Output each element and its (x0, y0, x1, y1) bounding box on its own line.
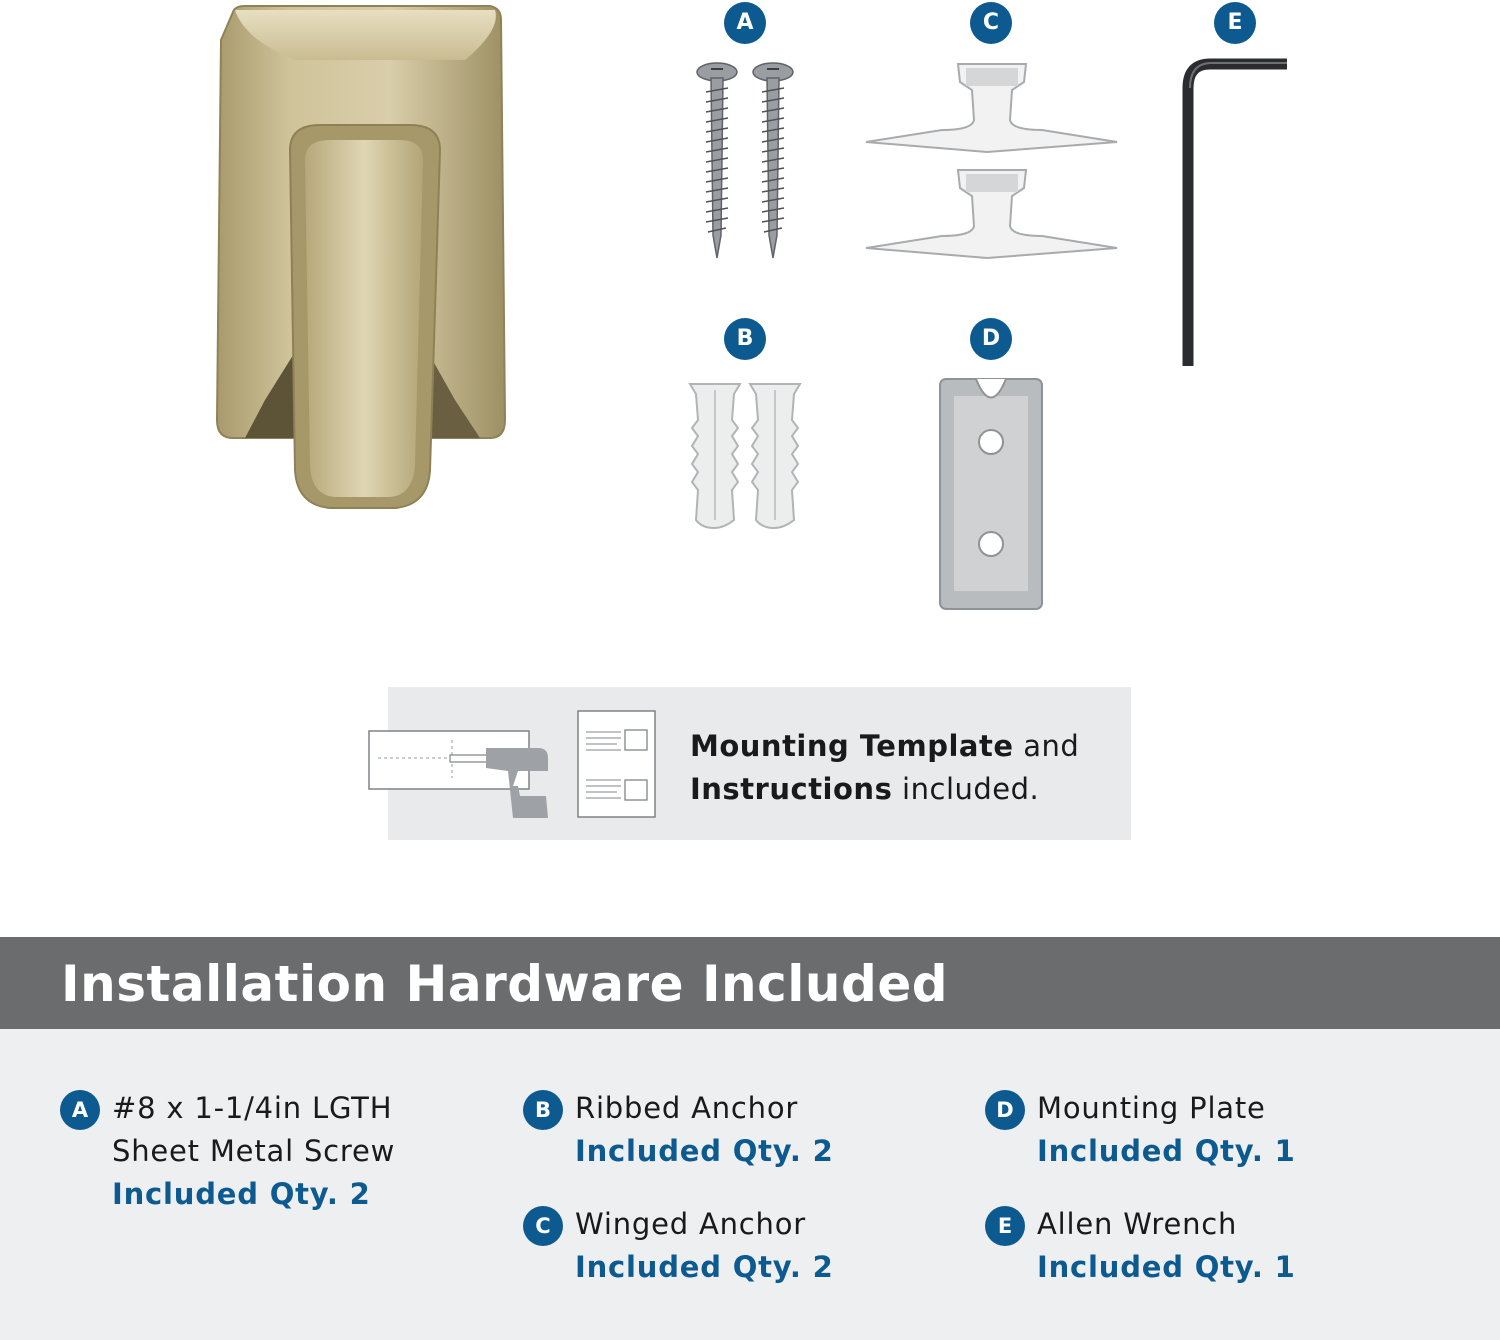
hook-product-image (205, 0, 515, 515)
item-c-badge: C (523, 1206, 563, 1246)
part-a-badge: A (724, 2, 766, 44)
item-b-line1: Ribbed Anchor (575, 1091, 799, 1125)
template-note-text (690, 725, 1079, 811)
item-c-line1: Winged Anchor (575, 1207, 806, 1241)
template-note-normal-2: included. (892, 772, 1040, 806)
part-d-badge: D (970, 318, 1012, 360)
list-item-screw (112, 1087, 395, 1216)
winged-anchors-image (862, 60, 1122, 265)
allen-wrench-image (1180, 58, 1290, 368)
part-b-badge: B (724, 318, 766, 360)
drill-template-icon (368, 726, 553, 821)
item-e-line1: Allen Wrench (1037, 1207, 1238, 1241)
list-item-allen-wrench (1037, 1203, 1296, 1289)
item-d-badge: D (985, 1090, 1025, 1130)
item-c-qty: Included Qty. 2 (575, 1250, 834, 1284)
list-item-winged-anchor (575, 1203, 834, 1289)
template-note-normal-1: and (1013, 729, 1080, 763)
template-note-bold-1: Mounting Template (690, 729, 1014, 763)
item-b-badge: B (523, 1090, 563, 1130)
item-d-qty: Included Qty. 1 (1037, 1134, 1296, 1168)
template-note-bold-2: Instructions (690, 772, 893, 806)
screws-image (690, 60, 800, 260)
item-a-qty: Included Qty. 2 (112, 1177, 371, 1211)
instructions-icon (577, 710, 657, 820)
item-e-qty: Included Qty. 1 (1037, 1250, 1296, 1284)
ribbed-anchors-image (686, 380, 804, 530)
item-e-badge: E (985, 1206, 1025, 1246)
mounting-plate-image (936, 376, 1046, 612)
item-b-qty: Included Qty. 2 (575, 1134, 834, 1168)
section-title: Installation Hardware Included (61, 955, 949, 1013)
part-c-badge: C (970, 2, 1012, 44)
list-item-ribbed-anchor (575, 1087, 834, 1173)
part-e-badge: E (1214, 2, 1256, 44)
item-d-line1: Mounting Plate (1037, 1091, 1266, 1125)
item-a-line2: Sheet Metal Screw (112, 1134, 396, 1168)
list-item-mounting-plate (1037, 1087, 1296, 1173)
item-a-line1: #8 x 1-1/4in LGTH (112, 1091, 393, 1125)
item-a-badge: A (60, 1090, 100, 1130)
